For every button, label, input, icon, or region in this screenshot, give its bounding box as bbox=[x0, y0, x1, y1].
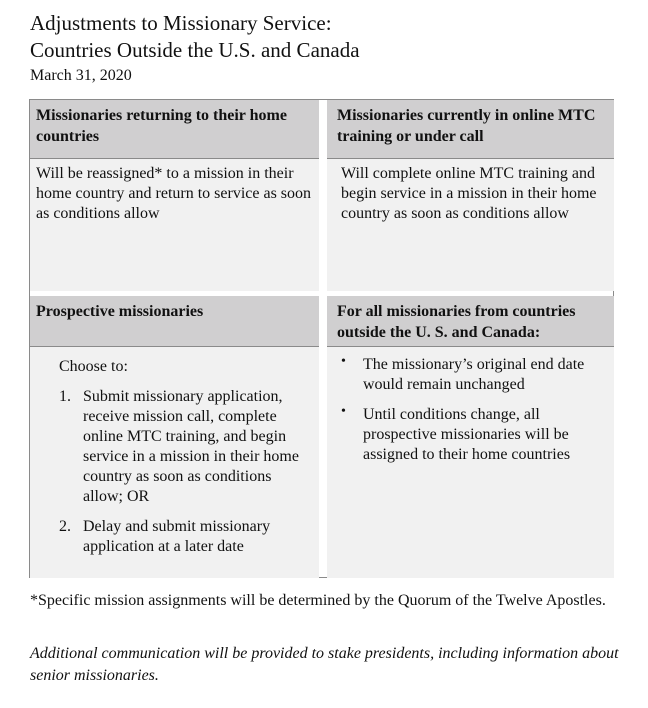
cell-all-missionaries-heading: For all missionaries from countries outside the U. S. and Canada: bbox=[327, 296, 614, 347]
title-line-1: Adjustments to Missionary Service: bbox=[30, 11, 332, 35]
cell-prospective-body bbox=[30, 347, 319, 578]
bullet-item bbox=[327, 355, 614, 395]
additional-note: Additional communication will be provided to stake presidents, including information about senior missionaries. bbox=[30, 645, 619, 684]
returning-text: Will be reassigned* to a mission in their home country and return to service as soon as conditions allow bbox=[36, 165, 312, 222]
option-text: Submit missionary application, receive mission call, complete online MTC training, and begin service in a mission in their home country as soon as conditions allow; OR bbox=[83, 388, 299, 505]
options-list bbox=[30, 387, 319, 557]
in-training-text: Will complete online MTC training and begin service in a mission in their home country as soon as conditions allow bbox=[341, 165, 597, 222]
option-item bbox=[30, 387, 319, 507]
document-date: March 31, 2020 bbox=[30, 67, 132, 84]
adjustments-grid bbox=[29, 99, 614, 578]
cell-prospective-heading: Prospective missionaries bbox=[30, 296, 319, 347]
option-number: 1. bbox=[59, 388, 71, 405]
bullet-item bbox=[327, 405, 614, 465]
choose-intro: Choose to: bbox=[59, 358, 128, 375]
bullet-list bbox=[327, 355, 614, 465]
bullet-text: Until conditions change, all prospective missionaries will be assigned to their home countries bbox=[363, 406, 571, 463]
cell-in-training-heading: Missionaries currently in online MTC training or under call bbox=[327, 100, 614, 159]
option-text: Delay and submit missionary application at a later date bbox=[83, 518, 271, 555]
cell-in-training-body bbox=[327, 159, 614, 291]
footnote: *Specific mission assignments will be determined by the Quorum of the Twelve Apostles. bbox=[30, 592, 606, 609]
title-line-2: Countries Outside the U.S. and Canada bbox=[30, 38, 360, 62]
bullet-icon: • bbox=[341, 404, 346, 419]
bullet-text: The missionary’s original end date would remain unchanged bbox=[363, 356, 585, 393]
cell-all-missionaries-body bbox=[327, 347, 614, 578]
cell-returning-body bbox=[30, 159, 319, 291]
bullet-icon: • bbox=[341, 354, 346, 369]
document-title bbox=[30, 10, 360, 64]
option-number: 2. bbox=[59, 518, 71, 535]
option-item bbox=[30, 517, 319, 557]
cell-returning-heading: Missionaries returning to their home countries bbox=[30, 100, 319, 159]
